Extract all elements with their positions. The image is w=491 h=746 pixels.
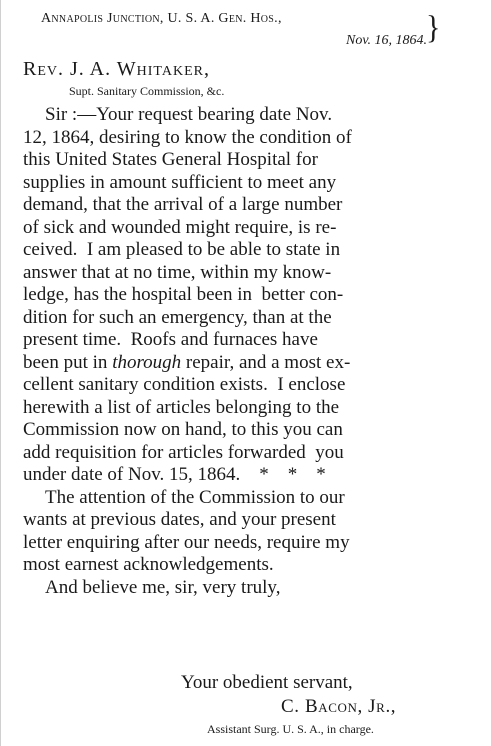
- body-line: ceived. I am pleased to be able to state in: [23, 239, 341, 260]
- addressee-name: Rev. J. A. Whitaker,: [23, 58, 210, 80]
- body-line: supplies in amount sufficient to meet any: [23, 171, 337, 193]
- body-line: Sir :—Your request bearing date Nov.: [45, 104, 333, 125]
- body-line: add requisition for articles forwarded you: [23, 441, 344, 463]
- body-line: cellent sanitary condition exists. I enclose: [23, 374, 346, 395]
- body-line: And believe me, sir, very truly,: [45, 576, 281, 598]
- letter-header: [41, 8, 441, 52]
- body-line: of sick and wounded might require, is re-: [23, 216, 337, 238]
- body-line: answer that at no time, within my know-: [23, 261, 332, 283]
- header-brace: }: [426, 9, 441, 46]
- body-line: The attention of the Commission to our: [45, 486, 345, 508]
- body-line: Commission now on hand, to this you can: [23, 419, 343, 440]
- signature-name: C. Bacon, Jr.,: [281, 696, 397, 717]
- body-line: this United States General Hospital for: [23, 149, 318, 170]
- addressee-title: Supt. Sanitary Commission, &c.: [69, 84, 225, 98]
- body-line: present time. Roofs and furnaces have: [23, 329, 318, 350]
- body-line: 12, 1864, desiring to know the condition of: [23, 126, 352, 148]
- header-place: Annapolis Junction, U. S. A. Gen. Hos.,: [41, 11, 282, 26]
- body-line: most earnest acknowledgements.: [23, 554, 274, 575]
- header-date: Nov. 16, 1864.: [345, 33, 427, 48]
- body-line: ledge, has the hospital been in better con-: [23, 284, 344, 305]
- body-line: under date of Nov. 15, 1864. * * *: [23, 464, 326, 485]
- body-line: letter enquiring after our needs, require my: [23, 531, 350, 553]
- letter-body: [23, 104, 471, 599]
- body-line: been put in thorough repair, and a most ex-: [23, 351, 351, 373]
- body-line: herewith a list of articles belonging to the: [23, 396, 340, 418]
- body-line: dition for such an emergency, than at the: [23, 306, 332, 328]
- body-line: wants at previous dates, and your present: [23, 509, 336, 530]
- signature-rank: Assistant Surg. U. S. A., in charge.: [207, 722, 374, 736]
- body-line: demand, that the arrival of a large number: [23, 194, 343, 215]
- closing-phrase: Your obedient servant,: [181, 672, 353, 693]
